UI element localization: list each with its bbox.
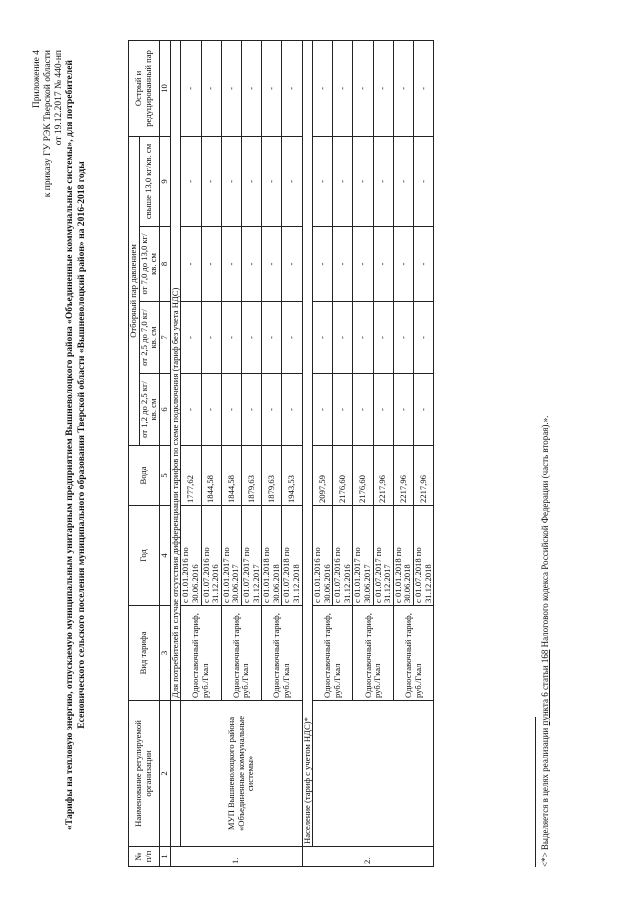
period: с 01.07.2017 по 31.12.2017 [241,506,261,606]
water-tariff: 1943,53 [282,446,302,506]
header-steam-4: свыше 13,0 кг/кв. см [139,136,159,226]
empty-tariff: - [282,302,302,374]
water-tariff: 2217,96 [393,446,413,506]
col-number: 5 [159,446,170,506]
empty-tariff: - [262,136,282,226]
empty-tariff: - [262,302,282,374]
water-tariff: 2217,96 [373,446,393,506]
empty-tariff: - [393,302,413,374]
empty-tariff: - [201,302,221,374]
org-cell-spacer [170,701,181,847]
empty-tariff: - [221,227,241,302]
empty-tariff: - [201,136,221,226]
empty-tariff: - [282,40,302,136]
empty-tariff: - [373,227,393,302]
tariff-type: Одноставочный тариф, руб./Гкал [221,606,261,701]
empty-tariff: - [414,227,434,302]
empty-tariff: - [221,40,241,136]
empty-tariff: - [333,374,353,446]
empty-tariff: - [393,40,413,136]
empty-tariff: - [313,227,333,302]
period: с 01.07.2016 по 31.12.2016 [333,506,353,606]
column-number-row [159,40,170,866]
water-tariff: 2176,60 [333,446,353,506]
header-sharp-steam: Острый и редуцированный пар [129,40,160,136]
col-number: 7 [159,302,170,374]
period: с 01.07.2018 по 31.12.2018 [414,506,434,606]
header-tariff-type: Вид тарифа [129,606,160,701]
empty-tariff: - [333,40,353,136]
empty-tariff: - [313,302,333,374]
empty-tariff: - [414,374,434,446]
empty-tariff: - [262,40,282,136]
period: с 01.01.2016 по 30.06.2016 [313,506,333,606]
appendix-line-2: к приказу ГУ РЭК Тверской области [43,50,53,198]
empty-tariff: - [181,374,201,446]
col-number: 9 [159,136,170,226]
tariff-type: Одноставочный тариф, руб./Гкал [181,606,221,701]
empty-tariff: - [282,136,302,226]
empty-tariff: - [313,136,333,226]
empty-tariff: - [282,374,302,446]
empty-tariff: - [333,302,353,374]
empty-tariff: - [201,40,221,136]
appendix-header [32,50,65,370]
empty-tariff: - [241,374,261,446]
period: с 01.01.2016 по 30.06.2016 [181,506,201,606]
empty-tariff: - [181,136,201,226]
section-number: 1. [170,847,302,867]
section-title: Для потребителей в случае отсутствия дифференциации тарифов по схеме подключения (тариф без учета НДС) [170,40,181,700]
col-number: 6 [159,374,170,446]
water-tariff: 1777,62 [181,446,201,506]
empty-tariff: - [333,227,353,302]
empty-tariff: - [414,136,434,226]
empty-tariff: - [201,374,221,446]
section-number: 2. [302,847,434,867]
tariff-table [128,40,434,867]
header-num: № п/п [129,847,160,867]
header-steam-2: от 2,5 до 7,0 кг/кв. см [139,302,159,374]
org-name-continued [313,701,434,847]
empty-tariff: - [221,136,241,226]
period: с 01.07.2016 по 31.12.2016 [201,506,221,606]
footnote-divider [535,717,536,867]
water-tariff: 1879,63 [262,446,282,506]
empty-tariff: - [414,302,434,374]
empty-tariff: - [393,136,413,226]
header-row-1 [129,40,140,866]
empty-tariff: - [353,302,373,374]
footnote-suffix: Налогового кодекса Российской Федерации (часть вторая).». [540,415,550,650]
footnote-link[interactable]: пункта 6 статьи 168 [540,649,550,726]
col-number: 4 [159,506,170,606]
empty-tariff: - [241,40,261,136]
empty-tariff: - [353,374,373,446]
empty-tariff: - [353,40,373,136]
section-title: Население (тариф с учетом НДС)* [302,40,313,846]
period: с 01.01.2018 по 30.06.2018 [393,506,413,606]
period: с 01.01.2017 по 30.06.2017 [221,506,241,606]
col-number: 8 [159,227,170,302]
table-row [313,40,333,866]
tariff-type: Одноставочный тариф, руб./Гкал [393,606,433,701]
footnote [540,416,550,867]
empty-tariff: - [393,374,413,446]
col-number: 10 [159,40,170,136]
empty-tariff: - [333,136,353,226]
col-number: 3 [159,606,170,701]
empty-tariff: - [181,302,201,374]
header-steam-3: от 7,0 до 13,0 кг/кв. см [139,227,159,302]
section-title-row [170,40,181,866]
empty-tariff: - [393,227,413,302]
empty-tariff: - [241,227,261,302]
empty-tariff: - [221,302,241,374]
water-tariff: 2097,59 [313,446,333,506]
period: с 01.01.2017 по 30.06.2017 [353,506,373,606]
header-org: Наименование регулируемой организации [129,701,160,847]
header-steam-group: Отборный пар давлением [129,136,140,445]
section-title-row [302,40,313,866]
empty-tariff: - [373,302,393,374]
org-name: МУП Вышневолоцкого района «Объединенные коммунальные системы» [181,701,302,847]
empty-tariff: - [313,40,333,136]
empty-tariff: - [181,40,201,136]
period: с 01.07.2018 по 31.12.2018 [282,506,302,606]
empty-tariff: - [313,374,333,446]
empty-tariff: - [181,227,201,302]
water-tariff: 2217,96 [414,446,434,506]
empty-tariff: - [414,40,434,136]
header-steam-1: от 1,2 до 2,5 кг/кв. см [139,374,159,446]
header-year: Год [129,506,160,606]
footnote-prefix: <*> Выделяется в целях реализации [540,725,550,867]
header-water: Вода [129,446,160,506]
document-title: «Тарифы на тепловую энергию, отпускаемую муниципальным унитарным предприятием Вышневолоцкого района «Объединенные коммунальные системы», для потребителей Есеновического сельского поселения муниципального образования Тверской области «Вышневолоцкий район» на 2016-2018 годы [64,60,87,830]
water-tariff: 1844,58 [201,446,221,506]
table-body [170,40,433,866]
empty-tariff: - [353,136,373,226]
tariff-type: Одноставочный тариф, руб./Гкал [313,606,353,701]
water-tariff: 1844,58 [221,446,241,506]
period: с 01.01.2018 по 30.06.2018 [262,506,282,606]
table-row [181,40,201,866]
appendix-line-3: от 19.12.2017 № 440-нп [54,50,64,146]
col-number: 2 [159,701,170,847]
appendix-line-1: Приложение 4 [32,50,42,109]
empty-tariff: - [373,40,393,136]
tariff-type: Одноставочный тариф, руб./Гкал [353,606,393,701]
empty-tariff: - [201,227,221,302]
empty-tariff: - [282,227,302,302]
empty-tariff: - [262,374,282,446]
water-tariff: 2176,60 [353,446,373,506]
tariff-type: Одноставочный тариф, руб./Гкал [262,606,302,701]
empty-tariff: - [241,136,261,226]
empty-tariff: - [373,136,393,226]
period: с 01.07.2017 по 31.12.2017 [373,506,393,606]
empty-tariff: - [241,302,261,374]
empty-tariff: - [373,374,393,446]
col-number: 1 [159,847,170,867]
empty-tariff: - [262,227,282,302]
water-tariff: 1879,63 [241,446,261,506]
empty-tariff: - [221,374,241,446]
empty-tariff: - [353,227,373,302]
